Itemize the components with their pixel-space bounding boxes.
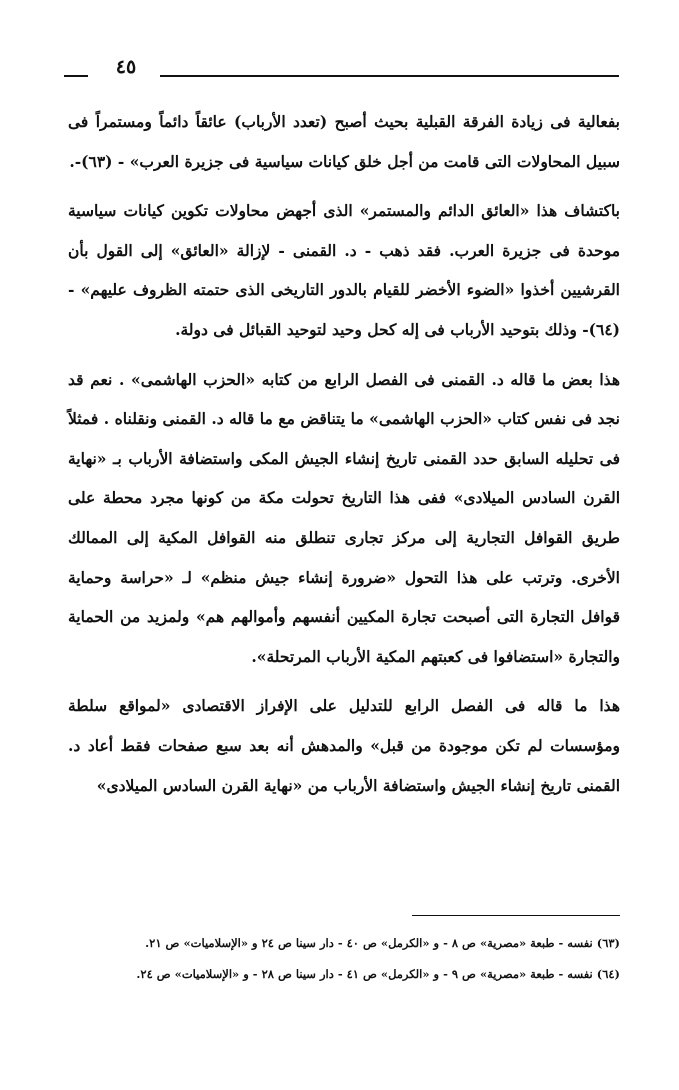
footnotes: [68, 928, 620, 990]
paragraph-4: هذا ما قاله فى الفصل الرابع للتدليل على الإفراز الاقتصادى «لمواقع سلطة ومؤسسات لم تكن موجودة من قبل» والمدهش أنه بعد سبع صفحات فقط أعاد د. القمنى تاريخ إنشاء الجيش واستضافة الأرباب من «نهاية القرن السادس الميلادى»: [68, 696, 620, 795]
footnote-64: (٦٤) نفسه - طبعة «مصرية» ص ٩ - و «الكرمل» ص ٤١ - دار سينا ص ٢٨ - و «الإسلاميات» ص ٢٤.: [136, 967, 620, 981]
body-text: [68, 102, 620, 815]
paragraph-2: باكتشاف هذا «العائق الدائم والمستمر» الذى أجهض محاولات تكوين كيانات سياسية موحدة فى جزيرة العرب. فقد ذهب - د. القمنى - لإزالة «العائق» إلى القول بأن القرشيين أخذوا «الضوء الأخضر للقيام بالدور التاريخى الذى حتمته الظروف عليهم» - (٦٤)- وذلك بتوحيد الأرباب فى إله كحل وحيد لتوحيد القبائل فى دولة.: [68, 201, 620, 339]
footnote-63: (٦٣) نفسه - طبعة «مصرية» ص ٨ - و «الكرمل» ص ٤٠ - دار سينا ص ٢٤ و «الإسلاميات» ص ٢١.: [145, 936, 620, 950]
page-header: [64, 52, 619, 92]
header-rule-right: [160, 75, 619, 77]
header-rule-left: [64, 75, 88, 77]
footnote-separator: [412, 915, 620, 916]
paragraph-1: بفعالية فى زيادة الفرقة القبلية بحيث أصبح (تعدد الأرباب) عائقاً دائماً ومستمراً فى سبيل المحاولات التى قامت من أجل خلق كيانات سياسية فى جزيرة العرب» - (٦٣)-.: [68, 112, 620, 171]
page-number: ٤٥: [115, 56, 137, 78]
paragraph-3: هذا بعض ما قاله د. القمنى فى الفصل الرابع من كتابه «الحزب الهاشمى» . نعم قد نجد فى نفس كتاب «الحزب الهاشمى» ما يتناقض مع ما قاله د. القمنى ونقلناه . فمثلاً فى تحليله السابق حدد القمنى تاريخ إنشاء الجيش المكى واستضافة الأرباب بـ «نهاية القرن السادس الميلادى» ففى هذا التاريخ تحولت مكة من كونها مجرد محطة على طريق القوافل التجارية إلى مركز تجارى تنطلق منه القوافل المكية إلى الممالك الأخرى. وترتب على هذا التحول «ضرورة إنشاء جيش منظم» لـ «حراسة وحماية قوافل التجارة التى أصبحت تجارة المكيين أنفسهم وأموالهم هم» ولمزيد من الحماية والتجارة «استضافوا فى كعبتهم المكية الأرباب المرتحلة».: [68, 369, 620, 666]
